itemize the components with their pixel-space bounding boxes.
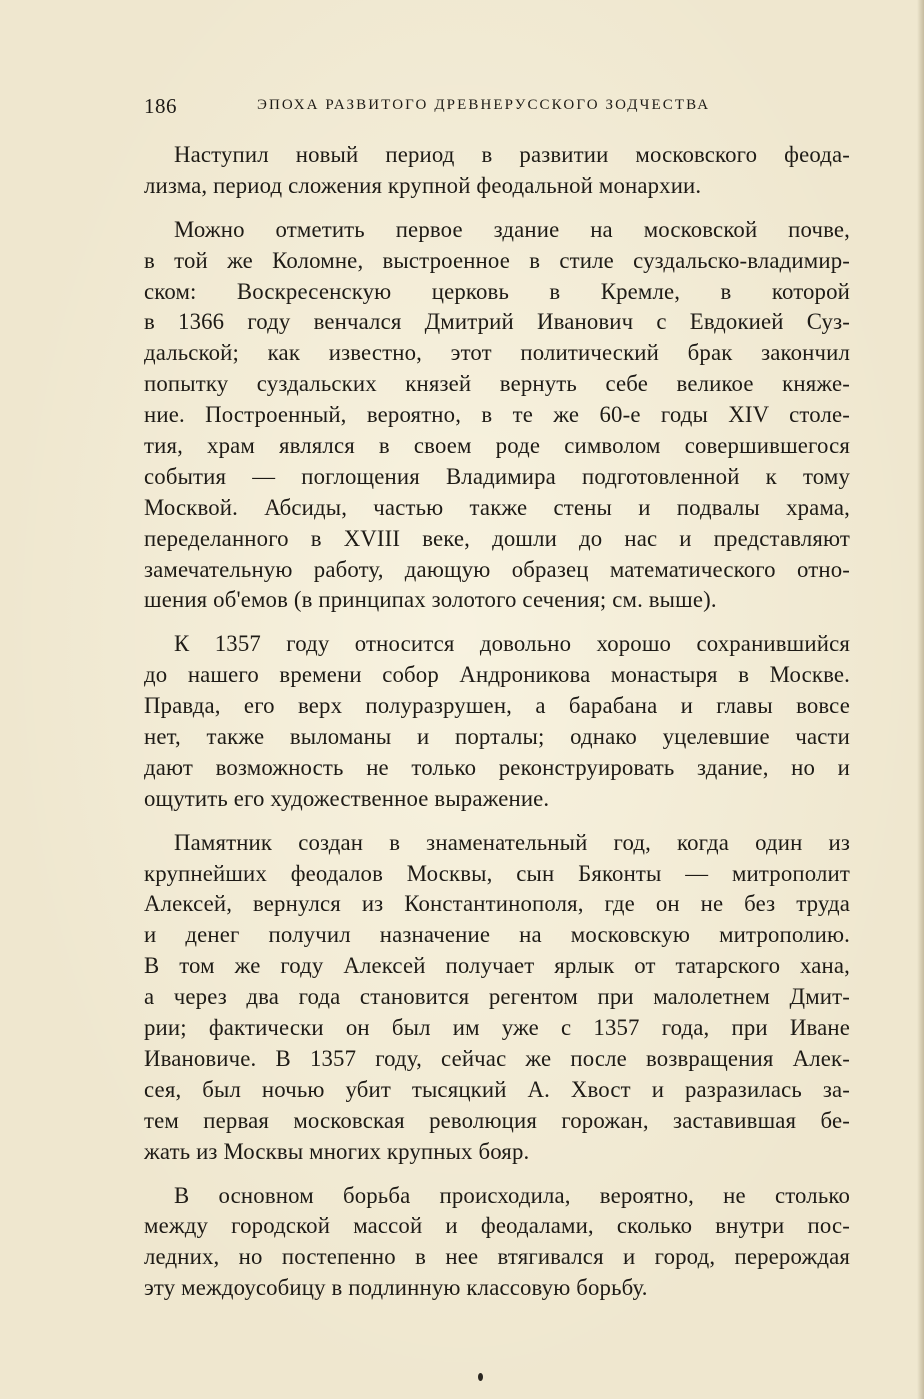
text-line: Алексей, вернулся из Константинополя, где он не без труда bbox=[144, 891, 850, 917]
paragraph bbox=[144, 140, 850, 202]
running-header bbox=[144, 94, 850, 120]
text-line: в той же Коломне, выстроенное в стиле суздальско-владимир- bbox=[144, 247, 850, 273]
text-line: дальской; как известно, этот политический брак закончил bbox=[144, 340, 850, 366]
text-line: ледних, но постепенно в нее втягивался и город, перерождая bbox=[144, 1244, 850, 1270]
paragraph bbox=[144, 215, 850, 617]
text-line: рии; фактически он был им уже с 1357 года, при Иване bbox=[144, 1015, 850, 1041]
text-line: а через два года становится регентом при малолетнем Дмит- bbox=[144, 984, 850, 1010]
text-line: и денег получил назначение на московскую митрополию. bbox=[144, 922, 850, 948]
text-line: Можно отметить первое здание на московской почве, bbox=[174, 216, 850, 242]
text-line: тия, храм являлся в своем роде символом совершившегося bbox=[144, 433, 850, 459]
paragraph bbox=[144, 828, 850, 1168]
text-line: Ивановиче. В 1357 году, сейчас же после возвращения Алек- bbox=[144, 1045, 850, 1071]
text-line: ском: Воскресенскую церковь в Кремле, в которой bbox=[144, 278, 850, 304]
running-title: ЭПОХА РАЗВИТОГО ДРЕВНЕРУССКОГО ЗОДЧЕСТВА bbox=[257, 97, 711, 113]
text-line: нет, также выломаны и порталы; однако уцелевшие части bbox=[144, 724, 850, 750]
text-line: лизма, период сложения крупной феодальной монархии. bbox=[144, 172, 702, 198]
text-line: события — поглощения Владимира подготовленной к тому bbox=[144, 463, 850, 489]
text-line: К 1357 году относится довольно хорошо сохранившийся bbox=[174, 631, 850, 657]
page-number: 186 bbox=[144, 94, 177, 118]
text-line: ние. Построенный, вероятно, в те же 60-е годы XIV столе- bbox=[144, 402, 850, 428]
text-line: замечательную работу, дающую образец математического отно- bbox=[144, 556, 850, 582]
text-line: до нашего времени собор Андроникова монастыря в Москве. bbox=[144, 662, 850, 688]
text-line: Москвой. Абсиды, частью также стены и подвалы храма, bbox=[144, 494, 850, 520]
text-line: ощутить его художественное выражение. bbox=[144, 785, 550, 811]
paragraph bbox=[144, 1181, 850, 1305]
text-line: Правда, его верх полуразрушен, а барабана и главы вовсе bbox=[144, 693, 850, 719]
text-line: попытку суздальских князей вернуть себе великое княже- bbox=[144, 371, 850, 397]
text-line: Памятник создан в знаменательный год, когда один из bbox=[174, 829, 850, 855]
text-line: крупнейших феодалов Москвы, сын Бяконты — митрополит bbox=[144, 860, 850, 886]
text-line: сея, был ночью убит тысяцкий А. Хвост и разразилась за- bbox=[144, 1076, 850, 1102]
text-line: тем первая московская революция горожан, заставившая бе- bbox=[144, 1107, 850, 1133]
print-speck bbox=[478, 1373, 483, 1381]
text-line: между городской массой и феодалами, сколько внутри пос- bbox=[144, 1213, 850, 1239]
text-line: дают возможность не только реконструировать здание, но и bbox=[144, 754, 850, 780]
text-line: шения об'емов (в принципах золотого сечения; см. выше). bbox=[144, 587, 717, 613]
body-text bbox=[144, 140, 850, 1317]
page-edge-shadow bbox=[917, 0, 924, 1399]
text-line: переделанного в XVIII веке, дошли до нас и представляют bbox=[144, 525, 850, 551]
text-line: В том же году Алексей получает ярлык от татарского хана, bbox=[144, 953, 850, 979]
text-line: Наступил новый период в развитии московского феода- bbox=[174, 142, 850, 167]
paragraph bbox=[144, 629, 850, 814]
text-line: эту междоусобицу в подлинную классовую борьбу. bbox=[144, 1275, 648, 1301]
text-line: жать из Москвы многих крупных бояр. bbox=[144, 1138, 530, 1164]
text-line: В основном борьба происходила, вероятно, не столько bbox=[174, 1182, 850, 1208]
text-line: в 1366 году венчался Дмитрий Иванович с Евдокией Суз- bbox=[144, 309, 850, 335]
